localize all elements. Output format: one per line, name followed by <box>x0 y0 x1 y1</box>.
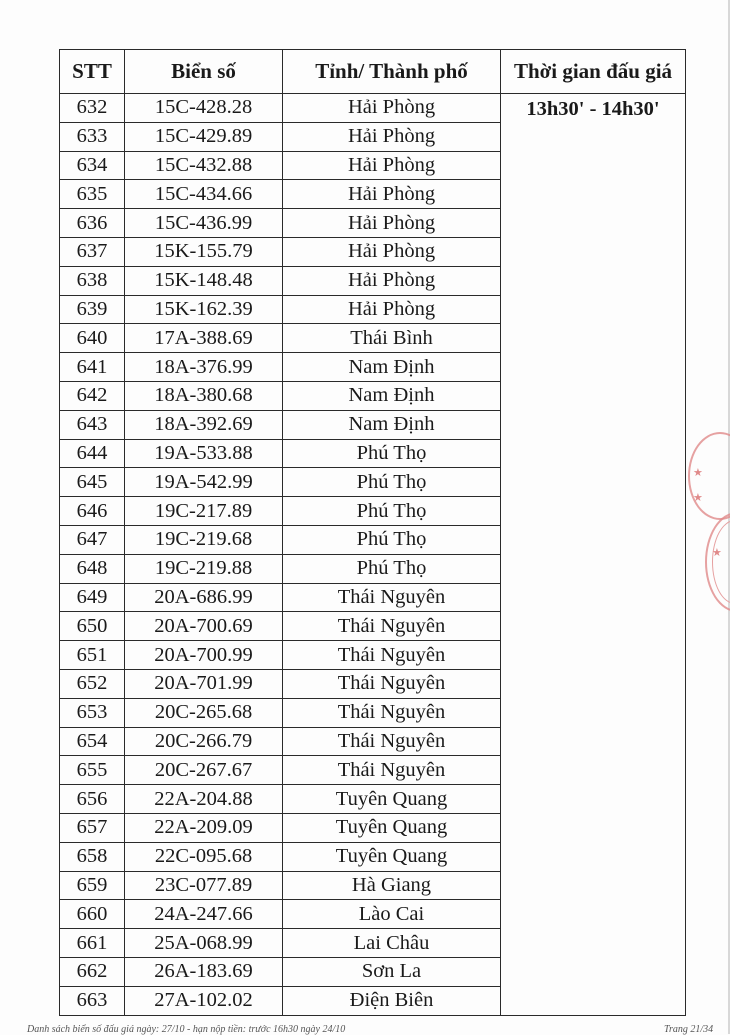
table-row <box>60 94 686 123</box>
cell-province: Lai Châu <box>283 929 501 958</box>
cell-stt: 653 <box>60 698 125 727</box>
cell-stt: 658 <box>60 842 125 871</box>
cell-stt: 635 <box>60 180 125 209</box>
cell-province: Hải Phòng <box>283 151 501 180</box>
cell-province: Nam Định <box>283 410 501 439</box>
cell-province: Hải Phòng <box>283 209 501 238</box>
cell-stt: 660 <box>60 900 125 929</box>
cell-plate: 22C-095.68 <box>125 842 283 871</box>
cell-plate: 18A-392.69 <box>125 410 283 439</box>
cell-plate: 17A-388.69 <box>125 324 283 353</box>
cell-stt: 632 <box>60 94 125 123</box>
cell-plate: 19C-219.88 <box>125 554 283 583</box>
cell-province: Phú Thọ <box>283 554 501 583</box>
cell-stt: 662 <box>60 957 125 986</box>
cell-stt: 638 <box>60 266 125 295</box>
cell-stt: 648 <box>60 554 125 583</box>
cell-stt: 655 <box>60 756 125 785</box>
table-header-row <box>60 50 686 94</box>
header-plate: Biển số <box>125 50 283 94</box>
cell-province: Hải Phòng <box>283 237 501 266</box>
cell-plate: 20A-700.69 <box>125 612 283 641</box>
cell-plate: 15C-434.66 <box>125 180 283 209</box>
cell-stt: 659 <box>60 871 125 900</box>
header-province: Tỉnh/ Thành phố <box>283 50 501 94</box>
cell-plate: 19C-217.89 <box>125 497 283 526</box>
cell-province: Hải Phòng <box>283 94 501 123</box>
cell-stt: 646 <box>60 497 125 526</box>
cell-province: Phú Thọ <box>283 497 501 526</box>
cell-province: Sơn La <box>283 957 501 986</box>
cell-province: Phú Thọ <box>283 525 501 554</box>
cell-province: Thái Nguyên <box>283 583 501 612</box>
cell-plate: 22A-209.09 <box>125 813 283 842</box>
cell-plate: 19A-542.99 <box>125 468 283 497</box>
cell-plate: 20A-700.99 <box>125 641 283 670</box>
cell-province: Phú Thọ <box>283 468 501 497</box>
cell-stt: 639 <box>60 295 125 324</box>
cell-province: Hải Phòng <box>283 180 501 209</box>
cell-province: Thái Nguyên <box>283 641 501 670</box>
seal-star-icon: ★ <box>693 492 703 504</box>
cell-stt: 641 <box>60 353 125 382</box>
table-body <box>60 94 686 1016</box>
cell-stt: 643 <box>60 410 125 439</box>
cell-stt: 661 <box>60 929 125 958</box>
cell-stt: 651 <box>60 641 125 670</box>
cell-stt: 634 <box>60 151 125 180</box>
cell-auction-time: 13h30' - 14h30' <box>501 94 686 1016</box>
cell-province: Tuyên Quang <box>283 842 501 871</box>
cell-province: Phú Thọ <box>283 439 501 468</box>
cell-province: Nam Định <box>283 381 501 410</box>
cell-plate: 20C-265.68 <box>125 698 283 727</box>
cell-stt: 650 <box>60 612 125 641</box>
cell-province: Tuyên Quang <box>283 813 501 842</box>
cell-province: Nam Định <box>283 353 501 382</box>
cell-plate: 20C-267.67 <box>125 756 283 785</box>
cell-plate: 15K-162.39 <box>125 295 283 324</box>
cell-stt: 654 <box>60 727 125 756</box>
cell-stt: 640 <box>60 324 125 353</box>
header-stt: STT <box>60 50 125 94</box>
header-time: Thời gian đấu giá <box>501 50 686 94</box>
cell-province: Thái Nguyên <box>283 698 501 727</box>
cell-stt: 637 <box>60 237 125 266</box>
cell-plate: 24A-247.66 <box>125 900 283 929</box>
cell-province: Lào Cai <box>283 900 501 929</box>
cell-plate: 15K-148.48 <box>125 266 283 295</box>
cell-province: Tuyên Quang <box>283 785 501 814</box>
cell-province: Điện Biên <box>283 986 501 1015</box>
cell-plate: 15C-436.99 <box>125 209 283 238</box>
footer-note: Danh sách biển số đấu giá ngày: 27/10 - hạn nộp tiền: trước 16h30 ngày 24/10 <box>27 1024 346 1035</box>
cell-province: Thái Bình <box>283 324 501 353</box>
cell-stt: 645 <box>60 468 125 497</box>
cell-province: Hải Phòng <box>283 295 501 324</box>
cell-plate: 23C-077.89 <box>125 871 283 900</box>
cell-stt: 649 <box>60 583 125 612</box>
cell-plate: 18A-380.68 <box>125 381 283 410</box>
page-number: Trang 21/34 <box>664 1024 714 1035</box>
cell-province: Thái Nguyên <box>283 612 501 641</box>
cell-province: Thái Nguyên <box>283 669 501 698</box>
cell-stt: 663 <box>60 986 125 1015</box>
seal-star-icon: ★ <box>693 467 703 479</box>
cell-plate: 20A-701.99 <box>125 669 283 698</box>
cell-plate: 15C-429.89 <box>125 122 283 151</box>
cell-plate: 20A-686.99 <box>125 583 283 612</box>
cell-plate: 15C-428.28 <box>125 94 283 123</box>
cell-plate: 19A-533.88 <box>125 439 283 468</box>
cell-plate: 15C-432.88 <box>125 151 283 180</box>
cell-province: Hải Phòng <box>283 266 501 295</box>
cell-stt: 652 <box>60 669 125 698</box>
cell-plate: 15K-155.79 <box>125 237 283 266</box>
cell-plate: 26A-183.69 <box>125 957 283 986</box>
cell-stt: 644 <box>60 439 125 468</box>
cell-province: Hà Giang <box>283 871 501 900</box>
cell-plate: 19C-219.68 <box>125 525 283 554</box>
cell-stt: 656 <box>60 785 125 814</box>
cell-province: Hải Phòng <box>283 122 501 151</box>
cell-plate: 18A-376.99 <box>125 353 283 382</box>
plate-auction-table <box>59 49 686 1016</box>
cell-stt: 636 <box>60 209 125 238</box>
cell-stt: 657 <box>60 813 125 842</box>
seal-star-icon: ★ <box>712 547 722 559</box>
cell-plate: 20C-266.79 <box>125 727 283 756</box>
cell-stt: 647 <box>60 525 125 554</box>
cell-plate: 25A-068.99 <box>125 929 283 958</box>
cell-province: Thái Nguyên <box>283 727 501 756</box>
cell-province: Thái Nguyên <box>283 756 501 785</box>
cell-plate: 22A-204.88 <box>125 785 283 814</box>
cell-stt: 642 <box>60 381 125 410</box>
cell-stt: 633 <box>60 122 125 151</box>
cell-plate: 27A-102.02 <box>125 986 283 1015</box>
